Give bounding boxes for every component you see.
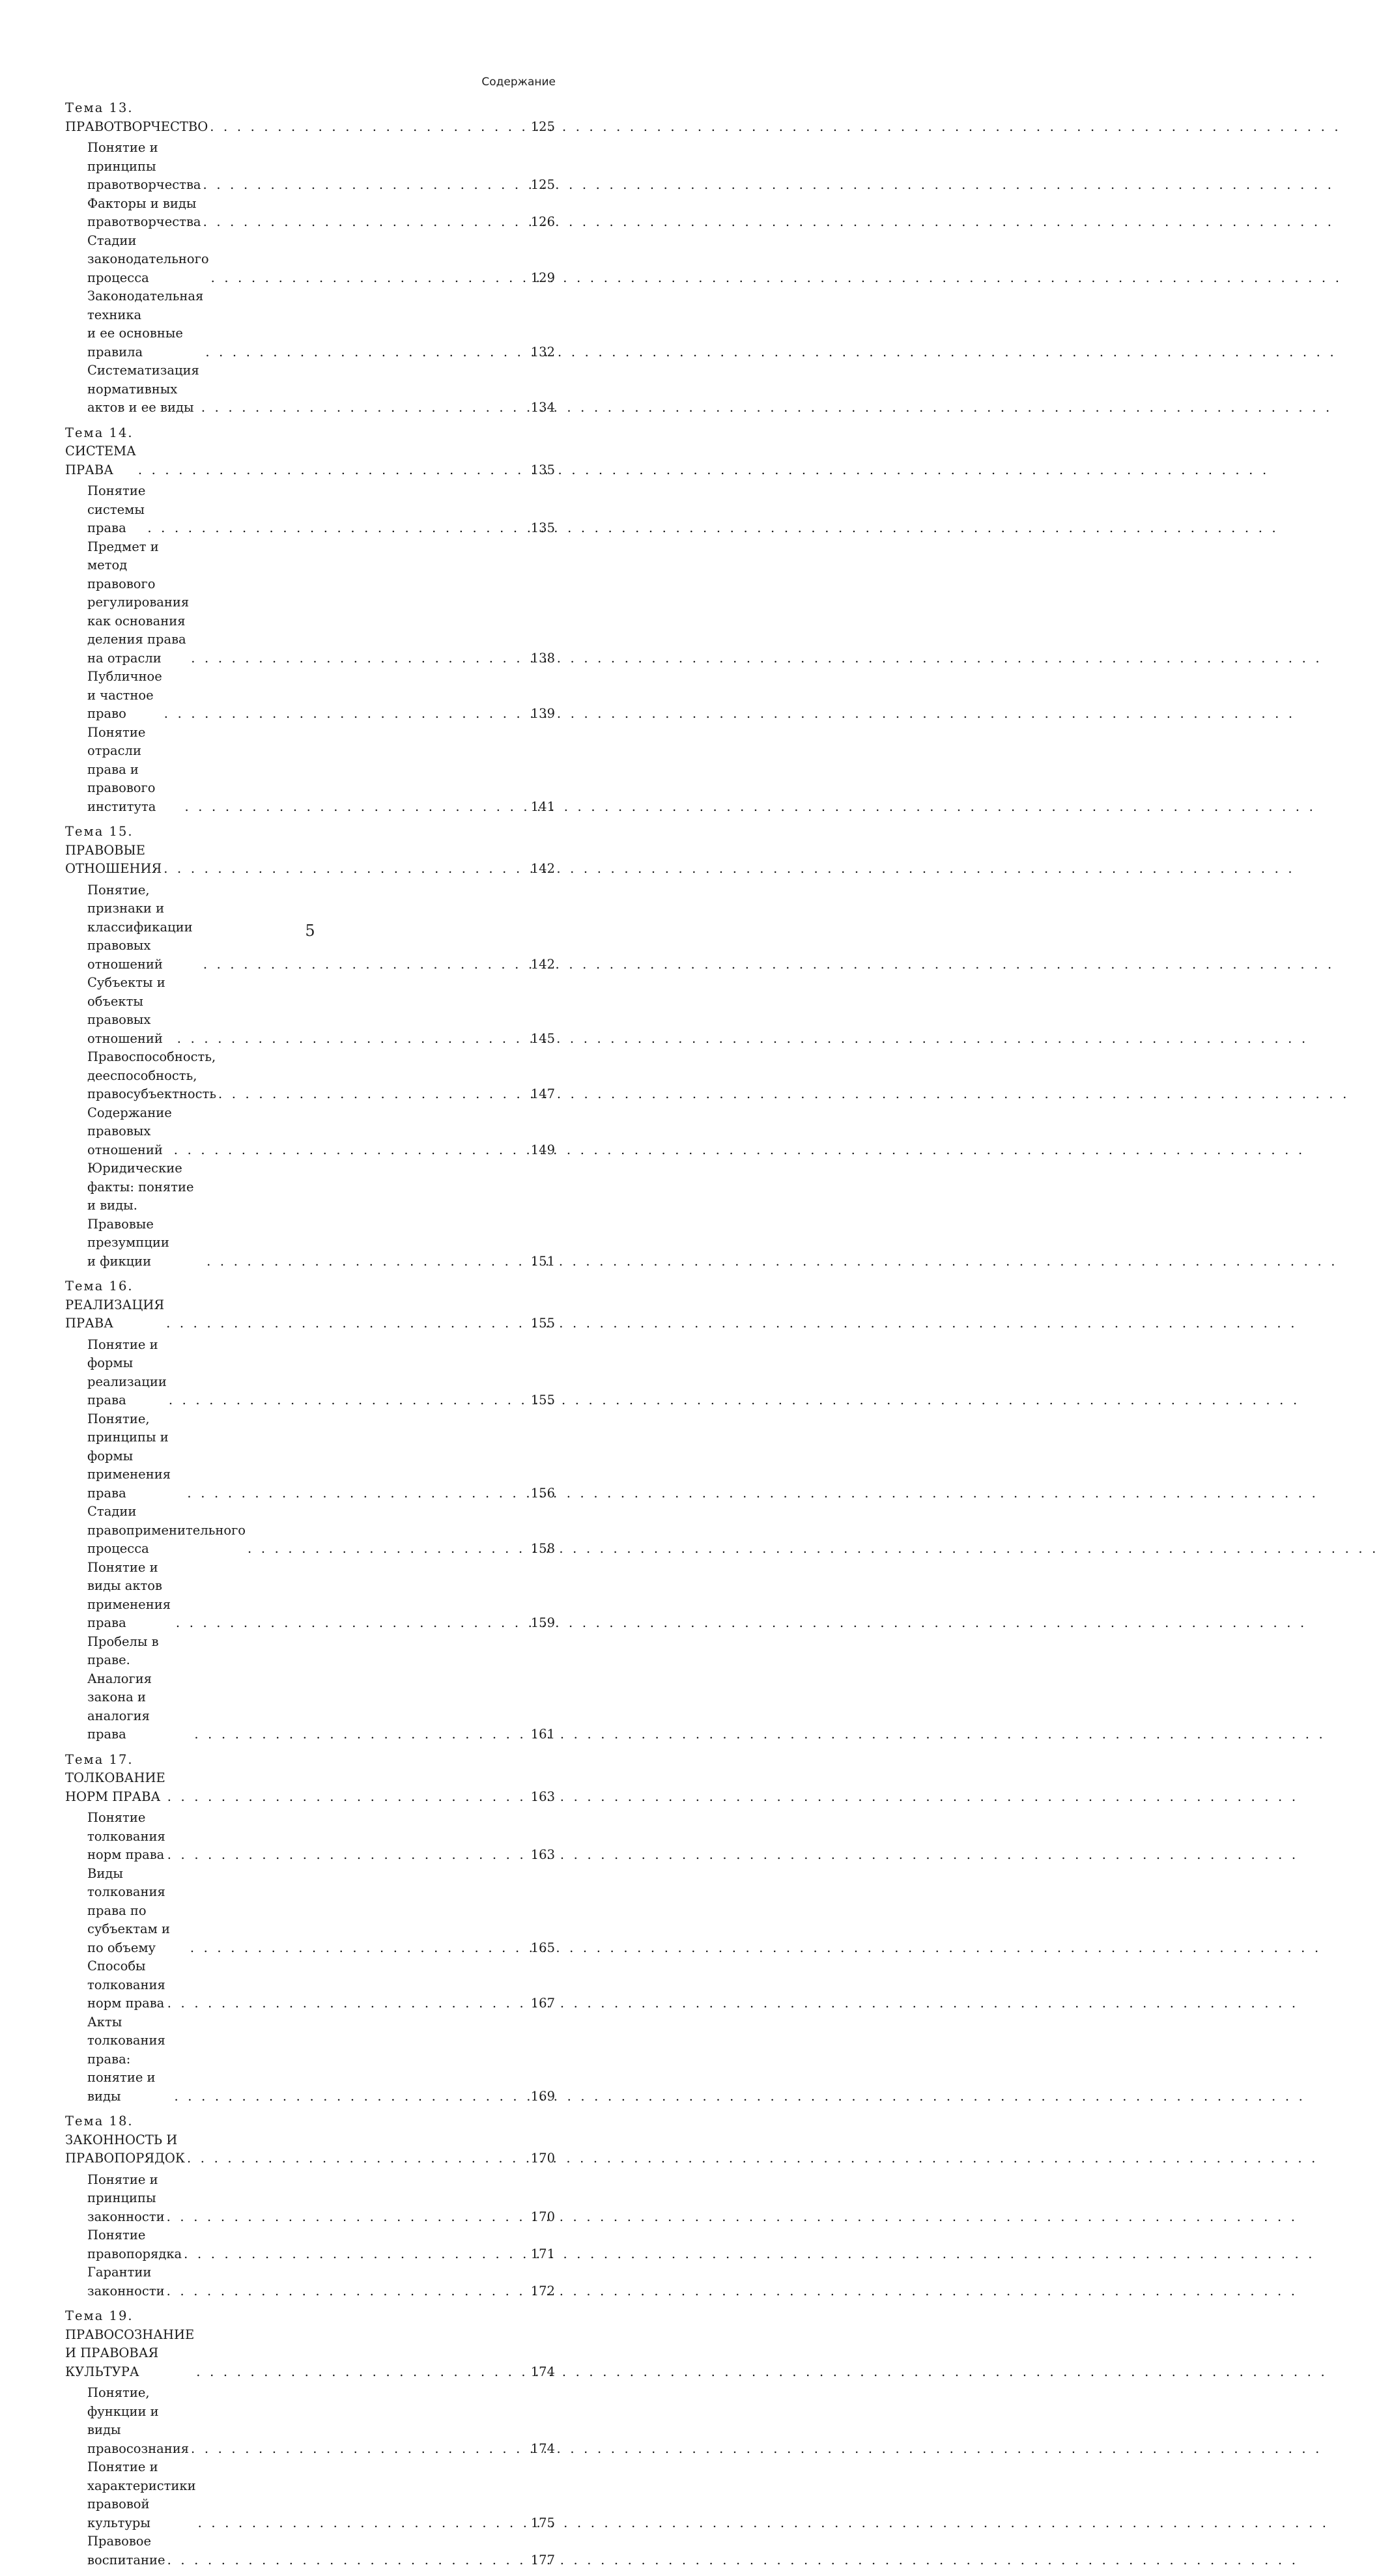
dot-leader bbox=[187, 1484, 525, 1503]
toc-subentry-title: Стадии законодательного процесса bbox=[87, 233, 209, 285]
toc-subentry[interactable] bbox=[65, 1048, 555, 1104]
dot-leader bbox=[167, 1994, 526, 2013]
dot-leader bbox=[184, 2245, 526, 2264]
toc-topic-name: ТОЛКОВАНИЕ НОРМ ПРАВА bbox=[65, 1770, 165, 1804]
toc-page-number: 149 bbox=[530, 1142, 555, 1157]
toc-subentry-title: Понятие толкования норм права bbox=[87, 1810, 165, 1862]
dot-leader bbox=[191, 2440, 526, 2459]
toc-page-number: 142 bbox=[530, 956, 555, 972]
toc-page-number: 135 bbox=[530, 520, 555, 535]
toc-subentry-title: Понятие, функции и виды правосознания bbox=[87, 2385, 190, 2456]
toc-subentry[interactable] bbox=[65, 2384, 555, 2458]
toc-subentry-title: Правовое воспитание bbox=[87, 2534, 165, 2568]
toc-page-number: 125 bbox=[530, 177, 555, 192]
toc-page-number: 139 bbox=[530, 706, 555, 721]
toc-page-number: 163 bbox=[530, 1847, 555, 1862]
toc-page-number: 165 bbox=[530, 1940, 555, 1955]
dot-leader bbox=[164, 705, 526, 724]
toc-subentry[interactable] bbox=[65, 1957, 555, 2013]
toc-topic-name: РЕАЛИЗАЦИЯ ПРАВА bbox=[65, 1297, 165, 1331]
toc-page-number: 177 bbox=[530, 2552, 555, 2568]
toc-subentry[interactable] bbox=[65, 2263, 555, 2300]
toc-page-number: 135 bbox=[530, 462, 555, 477]
toc-page-number: 161 bbox=[530, 1727, 555, 1742]
toc-page-number: 170 bbox=[530, 2151, 555, 2166]
toc-page-number: 132 bbox=[530, 344, 555, 360]
toc-subentry[interactable] bbox=[65, 482, 555, 538]
toc-topic-title bbox=[65, 823, 162, 879]
toc-page-number: 163 bbox=[530, 1789, 555, 1804]
toc-subentry-title: Субъекты и объекты правовых отношений bbox=[87, 975, 165, 1046]
toc-page-number: 174 bbox=[530, 2364, 555, 2379]
toc-page-number: 169 bbox=[530, 2088, 555, 2104]
toc-subentry-title: Правоспособность, дееспособность, правосубъектность bbox=[87, 1049, 216, 1101]
dot-leader bbox=[167, 1846, 526, 1865]
toc-page-number: 142 bbox=[530, 861, 555, 876]
toc-topic-prefix: Тема 16. bbox=[65, 1279, 134, 1294]
dot-leader bbox=[163, 860, 526, 879]
toc-subentry-title: Понятие и виды актов применения права bbox=[87, 1559, 171, 1630]
toc-subentry[interactable] bbox=[65, 139, 555, 195]
toc-subentry[interactable] bbox=[65, 538, 555, 668]
toc-subentry-title: Юридические факты: понятие и виды. Правовые презумпции и фикции bbox=[87, 1161, 194, 1269]
toc-page-number: 138 bbox=[530, 650, 555, 666]
toc-section bbox=[65, 1751, 555, 2106]
toc-section bbox=[65, 2112, 555, 2300]
table-of-contents bbox=[65, 99, 555, 2576]
toc-page-number: 145 bbox=[530, 1030, 555, 1046]
toc-page-number: 170 bbox=[530, 2209, 555, 2224]
toc-subentry[interactable] bbox=[65, 2171, 555, 2227]
dot-leader bbox=[194, 1725, 525, 1744]
toc-page-number: 147 bbox=[530, 1086, 555, 1101]
toc-page-number: 134 bbox=[530, 400, 555, 415]
toc-page-number: 126 bbox=[530, 214, 555, 229]
toc-subentry-title: Способы толкования норм права bbox=[87, 1959, 165, 2011]
toc-page-number: 167 bbox=[530, 1996, 555, 2011]
toc-topic-entry[interactable] bbox=[65, 2112, 555, 2168]
toc-topic-prefix: Тема 13. bbox=[65, 100, 134, 115]
toc-topic-title bbox=[65, 1277, 164, 1333]
page-number: 5 bbox=[305, 922, 315, 940]
dot-leader bbox=[198, 2514, 526, 2533]
dot-leader bbox=[169, 1391, 526, 1410]
toc-section bbox=[65, 2307, 555, 2569]
toc-subentry-title: Публичное и частное право bbox=[87, 669, 162, 721]
dot-leader bbox=[167, 2208, 526, 2227]
toc-topic-prefix: Тема 14. bbox=[65, 425, 134, 440]
dot-leader bbox=[147, 519, 525, 538]
toc-section bbox=[65, 424, 555, 817]
toc-topic-prefix: Тема 18. bbox=[65, 2114, 134, 2129]
toc-subentry-title: Понятие правопорядка bbox=[87, 2228, 182, 2261]
dot-leader bbox=[248, 1540, 526, 1559]
dot-leader bbox=[211, 269, 526, 288]
toc-page-number: 151 bbox=[530, 1253, 555, 1269]
toc-subentry[interactable] bbox=[65, 724, 555, 817]
dot-leader bbox=[218, 1085, 526, 1104]
toc-subentry[interactable] bbox=[65, 1809, 555, 1865]
toc-section bbox=[65, 1277, 555, 1744]
toc-subentry[interactable] bbox=[65, 361, 555, 418]
dot-leader bbox=[138, 461, 526, 480]
toc-page-number: 174 bbox=[530, 2441, 555, 2456]
dot-leader bbox=[167, 2282, 526, 2301]
dot-leader bbox=[167, 1788, 526, 1807]
toc-page-number: 172 bbox=[530, 2283, 555, 2299]
dot-leader bbox=[203, 955, 526, 974]
toc-page-number: 171 bbox=[530, 2246, 555, 2261]
dot-leader bbox=[176, 1614, 526, 1633]
toc-subentry[interactable] bbox=[65, 1865, 555, 1958]
toc-subentry-title: Понятие и характеристики правовой культуры bbox=[87, 2459, 196, 2530]
toc-topic-name: ЗАКОННОСТЬ И ПРАВОПОРЯДОК bbox=[65, 2132, 186, 2166]
toc-section bbox=[65, 99, 555, 418]
toc-topic-title bbox=[65, 99, 208, 136]
toc-subentry-title: Понятие и принципы законности bbox=[87, 2172, 165, 2224]
toc-topic-entry[interactable] bbox=[65, 2307, 555, 2381]
toc-page-number: 156 bbox=[530, 1485, 555, 1501]
toc-topic-prefix: Тема 15. bbox=[65, 824, 134, 839]
toc-topic-entry[interactable] bbox=[65, 1277, 555, 1333]
toc-topic-name: ПРАВОВЫЕ ОТНОШЕНИЯ bbox=[65, 842, 162, 876]
toc-subentry[interactable] bbox=[65, 1633, 555, 1744]
toc-subentry[interactable] bbox=[65, 1503, 555, 1559]
toc-subentry-title: Факторы и виды правотворчества bbox=[87, 195, 201, 229]
toc-page-number: 141 bbox=[530, 799, 555, 814]
dot-leader bbox=[203, 176, 526, 195]
dot-leader bbox=[201, 399, 526, 418]
dot-leader bbox=[187, 2149, 526, 2168]
toc-subentry-title: Понятие, признаки и классификации правовых отношений bbox=[87, 882, 193, 972]
dot-leader bbox=[174, 2088, 525, 2106]
dot-leader bbox=[177, 1030, 526, 1049]
toc-subentry-title: Стадии правоприменительного процесса bbox=[87, 1504, 246, 1556]
toc-topic-prefix: Тема 19. bbox=[65, 2308, 134, 2323]
toc-page-number: 125 bbox=[530, 119, 555, 134]
toc-subentry-title: Пробелы в праве. Аналогия закона и аналогия права bbox=[87, 1634, 159, 1742]
toc-topic-title bbox=[65, 1751, 165, 1807]
toc-topic-entry[interactable] bbox=[65, 99, 555, 136]
toc-subentry-title: Понятие и принципы правотворчества bbox=[87, 140, 201, 192]
toc-subentry[interactable] bbox=[65, 2013, 555, 2106]
toc-topic-title bbox=[65, 424, 136, 480]
toc-subentry-title: Гарантии законности bbox=[87, 2265, 165, 2299]
toc-subentry-title: Систематизация нормативных актов и ее виды bbox=[87, 363, 199, 415]
dot-leader bbox=[205, 343, 525, 362]
dot-leader bbox=[196, 2363, 525, 2382]
toc-page-number: 155 bbox=[530, 1316, 555, 1331]
toc-subentry[interactable] bbox=[65, 1159, 555, 1271]
toc-subentry[interactable] bbox=[65, 232, 555, 288]
toc-topic-name: ПРАВОСОЗНАНИЕ И ПРАВОВАЯ КУЛЬТУРА bbox=[65, 2327, 195, 2379]
dot-leader bbox=[184, 798, 525, 817]
toc-subentry-title: Виды толкования права по субъектам и по объему bbox=[87, 1865, 171, 1955]
toc-page-number: 158 bbox=[530, 1541, 555, 1556]
toc-topic-title bbox=[65, 2307, 194, 2381]
toc-subentry[interactable] bbox=[65, 2532, 555, 2569]
toc-subentry[interactable] bbox=[65, 974, 555, 1048]
toc-subentry-title: Законодательная техника и ее основные правила bbox=[87, 289, 204, 360]
dot-leader bbox=[166, 1314, 526, 1333]
toc-topic-entry[interactable] bbox=[65, 424, 555, 480]
toc-topic-name: ПРАВОТВОРЧЕСТВО bbox=[65, 119, 208, 134]
toc-topic-entry[interactable] bbox=[65, 1751, 555, 1807]
toc-subentry[interactable] bbox=[65, 1104, 555, 1160]
toc-topic-prefix: Тема 17. bbox=[65, 1751, 134, 1767]
running-header: Содержание bbox=[481, 76, 556, 89]
toc-subentry[interactable] bbox=[65, 2458, 555, 2532]
dot-leader bbox=[206, 1253, 526, 1271]
toc-subentry-title: Понятие системы права bbox=[87, 483, 146, 535]
toc-page-number: 159 bbox=[530, 1615, 555, 1630]
toc-subentry-title: Предмет и метод правового регулирования как основания деления права на отрасли bbox=[87, 539, 190, 666]
toc-topic-title bbox=[65, 2112, 185, 2168]
toc-page-number: 175 bbox=[530, 2515, 555, 2530]
toc-subentry-title: Содержание правовых отношений bbox=[87, 1105, 172, 1157]
toc-subentry-title: Понятие и формы реализации права bbox=[87, 1337, 167, 1408]
toc-section bbox=[65, 823, 555, 1271]
toc-subentry[interactable] bbox=[65, 195, 555, 232]
dot-leader bbox=[190, 1939, 526, 1958]
dot-leader bbox=[174, 1141, 526, 1160]
toc-subentry[interactable] bbox=[65, 668, 555, 724]
toc-subentry[interactable] bbox=[65, 1410, 555, 1503]
toc-subentry-title: Акты толкования права: понятие и виды bbox=[87, 2014, 165, 2104]
toc-subentry[interactable] bbox=[65, 2226, 555, 2263]
toc-topic-name: СИСТЕМА ПРАВА bbox=[65, 444, 136, 477]
dot-leader bbox=[210, 118, 526, 137]
toc-subentry[interactable] bbox=[65, 1559, 555, 1633]
toc-subentry-title: Понятие, принципы и формы применения права bbox=[87, 1411, 171, 1501]
toc-topic-entry[interactable] bbox=[65, 823, 555, 879]
dot-leader bbox=[203, 213, 526, 232]
toc-subentry[interactable] bbox=[65, 287, 555, 361]
dot-leader bbox=[167, 2551, 526, 2570]
toc-page-number: 155 bbox=[530, 1393, 555, 1408]
dot-leader bbox=[191, 649, 526, 668]
toc-subentry[interactable] bbox=[65, 1336, 555, 1410]
toc-page-number: 129 bbox=[530, 270, 555, 285]
toc-subentry-title: Понятие отрасли права и правового института bbox=[87, 724, 156, 814]
